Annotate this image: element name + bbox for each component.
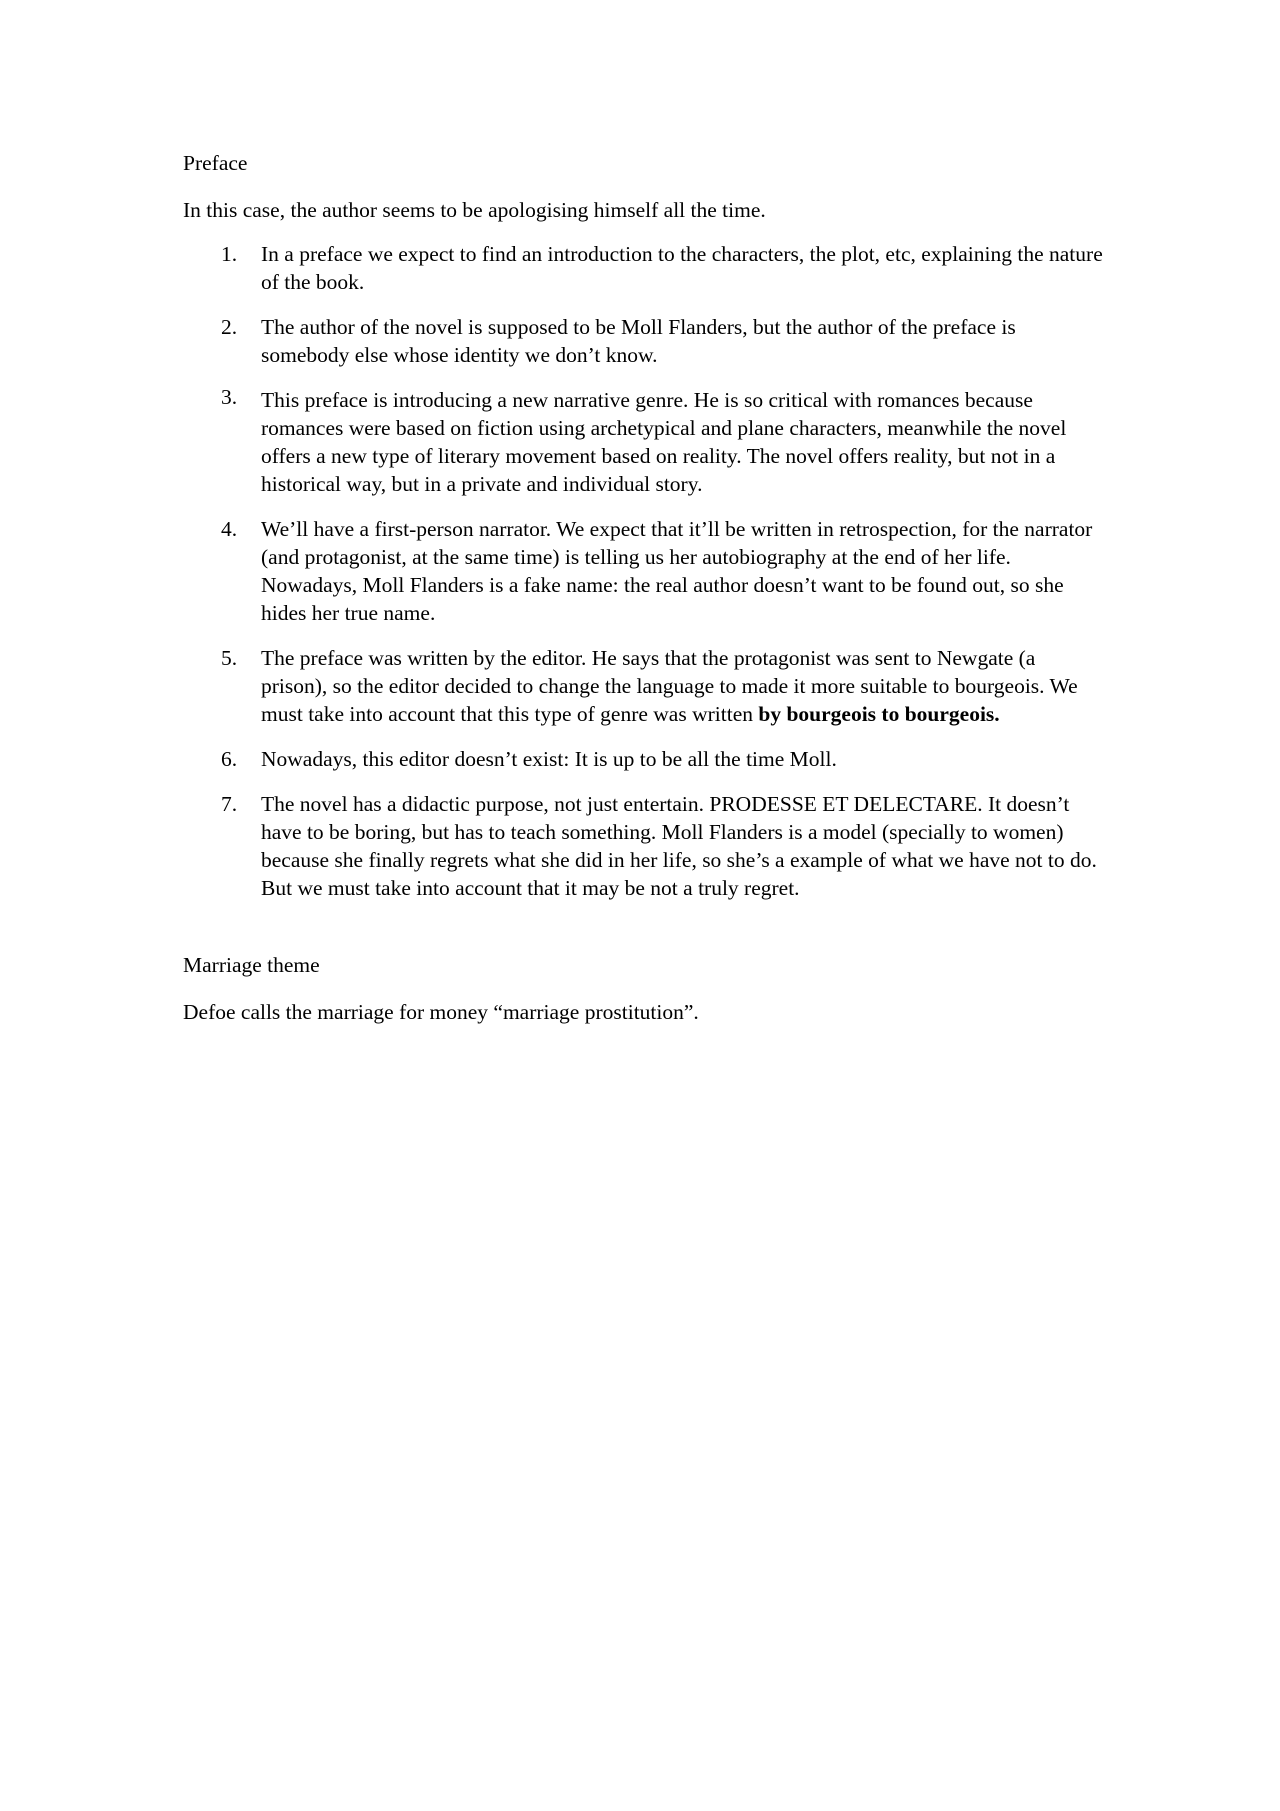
list-item [183,240,1103,296]
list-item-text: This preface is introducing a new narrative genre. He is so critical with romances because romances were based on fiction using archetypical and plane characters, meanwhile the novel offers a new type of literary movement based on reality. The novel offers reality, but not in a historical way, but in a private and individual story. [261,388,1067,496]
document-page [183,149,1103,1026]
marriage-section [183,951,1103,1026]
preface-points-list [183,240,1103,902]
list-item-text: We’ll have a first-person narrator. We expect that it’ll be written in retrospection, for the narrator (and protagonist, at the same time) is telling us her autobiography at the end of her life. Nowadays, Moll Flanders is a fake name: the real author doesn’t want to be found out, so she hides her true name. [261,517,1093,625]
list-item-number: 1. [221,242,238,266]
list-item-number: 3. [221,385,238,409]
list-item-number: 2. [221,315,238,339]
list-item-number: 4. [221,517,238,541]
list-item-text: The author of the novel is supposed to be Moll Flanders, but the author of the preface is somebody else whose identity we don’t know. [261,315,1016,367]
list-item-text: In a preface we expect to find an introduction to the characters, the plot, etc, explaining the nature of the book. [261,242,1103,294]
list-item [183,790,1103,902]
list-item-bold-text: by bourgeois to bourgeois. [758,702,1000,726]
section-heading-marriage: Marriage theme [183,953,320,977]
list-item [183,313,1103,369]
section-heading-preface: Preface [183,151,248,175]
list-item [183,644,1103,728]
list-item [183,515,1103,627]
intro-paragraph: In this case, the author seems to be apologising himself all the time. [183,198,766,222]
list-item-number: 5. [221,646,238,670]
list-item [183,745,1103,773]
list-item-text: The preface was written by the editor. He says that the protagonist was sent to Newgate (a prison), so the editor decided to change the language to made it more suitable to bourgeois. We must take into account that this type of genre was written [261,646,1078,726]
list-item-number: 6. [221,747,238,771]
marriage-paragraph: Defoe calls the marriage for money “marriage prostitution”. [183,1000,699,1024]
list-item-text: The novel has a didactic purpose, not just entertain. PRODESSE ET DELECTARE. It doesn’t have to be boring, but has to teach something. Moll Flanders is a model (specially to women) because she finally regrets what she did in her life, so she’s a example of what we have not to do. But we must take into account that it may be not a truly regret. [261,792,1097,900]
list-item-text: Nowadays, this editor doesn’t exist: It is up to be all the time Moll. [261,747,837,771]
list-item-number: 7. [221,792,238,816]
list-item [183,386,1103,498]
